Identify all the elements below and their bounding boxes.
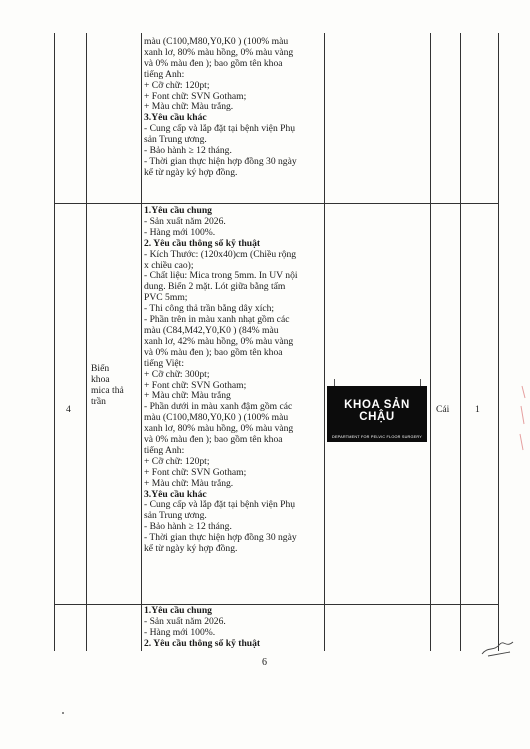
spec-line: + Cỡ chữ: 120pt; bbox=[144, 455, 210, 467]
spec-line: - Kích Thước: (120x40)cm (Chiều rộng bbox=[144, 248, 297, 260]
table-col-divider-4 bbox=[430, 33, 431, 651]
spec-line: tiếng Anh: bbox=[144, 444, 185, 456]
spec-line: màu (C100,M80,Y0,K0 ) (100% màu bbox=[144, 412, 289, 424]
sign-title: KHOA SẢN CHẬU bbox=[344, 399, 410, 423]
spec-line: + Màu chữ: Màu trắng. bbox=[144, 101, 234, 113]
spec-line: + Cỡ chữ: 120pt; bbox=[144, 79, 210, 91]
spec-line: + Font chữ: SVN Gotham; bbox=[144, 90, 247, 102]
item-name-line: khoa bbox=[91, 374, 110, 385]
spec-line: - Sản xuất năm 2026. bbox=[144, 615, 226, 627]
spec-line: sản Trung ương. bbox=[144, 510, 207, 522]
spec-line: và 0% màu đen ); bao gồm tên khoa bbox=[144, 434, 283, 446]
spec-line: + Font chữ: SVN Gotham; bbox=[144, 466, 247, 478]
table-col-divider-2 bbox=[141, 33, 142, 651]
table-row-divider-2 bbox=[54, 604, 499, 605]
spec-line: + Cỡ chữ: 300pt; bbox=[144, 368, 210, 380]
item-name-line: trần bbox=[91, 396, 106, 407]
row4-quantity: 1 bbox=[475, 404, 480, 415]
item-name-line: mica thả bbox=[91, 385, 124, 396]
sign-preview-image bbox=[327, 386, 427, 442]
row4-spec-text bbox=[144, 206, 326, 555]
row4-stt: 4 bbox=[66, 404, 71, 415]
table-col-divider-1 bbox=[86, 33, 87, 651]
spec-line: - Bảo hành ≥ 12 tháng. bbox=[144, 145, 232, 157]
spec-line: - Bảo hành ≥ 12 tháng. bbox=[144, 521, 232, 533]
spec-line: màu (C84,M42,Y0,K0 ) (84% màu bbox=[144, 324, 279, 336]
row4-unit: Cái bbox=[436, 404, 450, 415]
spec-line: 3.Yêu cầu khác bbox=[144, 488, 207, 500]
row4-item-name bbox=[91, 363, 124, 407]
table-border-right bbox=[498, 33, 499, 651]
spec-line: xanh lơ, 80% màu hồng, 0% màu vàng bbox=[144, 423, 294, 435]
spec-line: x chiều cao); bbox=[144, 259, 194, 271]
spec-line: sản Trung ương. bbox=[144, 134, 207, 146]
spec-line: - Chất liệu: Mica trong 5mm. In UV nội bbox=[144, 270, 298, 282]
item-name-line: Biển bbox=[91, 363, 110, 374]
spec-line: - Phần trên in màu xanh nhạt gồm các bbox=[144, 314, 290, 326]
spec-line: màu (C100,M80,Y0,K0 ) (100% màu bbox=[144, 36, 289, 47]
spec-line: 3.Yêu cầu khác bbox=[144, 112, 207, 124]
spec-line: - Phần dưới in màu xanh đậm gồm các bbox=[144, 401, 293, 413]
spec-line: tiếng Việt: bbox=[144, 357, 185, 369]
spec-line: kể từ ngày ký hợp đồng. bbox=[144, 166, 238, 178]
spec-line: - Thời gian thực hiện hợp đồng 30 ngày bbox=[144, 155, 297, 167]
spec-line: + Font chữ: SVN Gotham; bbox=[144, 379, 247, 391]
spec-line: xanh lơ, 80% màu hồng, 0% màu vàng bbox=[144, 46, 294, 58]
spec-line: và 0% màu đen ); bao gồm tên khoa bbox=[144, 57, 283, 69]
sign-subtitle: DEPARTMENT FOR PELVIC FLOOR SURGERY bbox=[332, 435, 422, 439]
red-margin-mark bbox=[516, 384, 528, 454]
spec-line: - Hàng mới 100%. bbox=[144, 626, 216, 638]
spec-line: - Thi công thả trần bằng dây xích; bbox=[144, 303, 275, 315]
spec-line: kể từ ngày ký hợp đồng. bbox=[144, 543, 238, 555]
table-border-left bbox=[54, 33, 55, 651]
spec-line: 2. Yêu cầu thông số kỹ thuật bbox=[144, 637, 261, 649]
spec-line: 2. Yêu cầu thông số kỹ thuật bbox=[144, 237, 261, 249]
spec-line: - Cung cấp và lắp đặt tại bệnh viện Phụ bbox=[144, 499, 296, 511]
spec-line: 1.Yêu cầu chung bbox=[144, 605, 212, 616]
signature-scribble bbox=[480, 636, 516, 658]
spec-line: PVC 5mm; bbox=[144, 292, 188, 304]
table-row-divider-1 bbox=[54, 203, 499, 204]
spec-line: - Thời gian thực hiện hợp đồng 30 ngày bbox=[144, 532, 297, 544]
page-number: 6 bbox=[262, 657, 267, 668]
spec-line: + Màu chữ: Màu trắng. bbox=[144, 477, 234, 489]
spec-line: - Hàng mới 100%. bbox=[144, 226, 216, 238]
spec-line: xanh lơ, 42% màu hồng, 0% màu vàng bbox=[144, 335, 294, 347]
spec-line: - Sản xuất năm 2026. bbox=[144, 215, 226, 227]
spec-line: + Màu chữ: Màu trắng bbox=[144, 390, 231, 402]
page-dot-mark bbox=[62, 712, 64, 714]
spec-line: và 0% màu đen ); bao gồm tên khoa bbox=[144, 346, 283, 358]
spec-line: dung. Biển 2 mặt. Lót giữa bằng tấm bbox=[144, 281, 286, 293]
continued-row-spec-text bbox=[144, 37, 326, 179]
spec-line: - Cung cấp và lắp đặt tại bệnh viện Phụ bbox=[144, 123, 296, 135]
table-col-divider-5 bbox=[460, 33, 461, 651]
spec-line: tiếng Anh: bbox=[144, 68, 185, 80]
spec-line: 1.Yêu cầu chung bbox=[144, 205, 212, 216]
row5-spec-text bbox=[144, 606, 326, 650]
